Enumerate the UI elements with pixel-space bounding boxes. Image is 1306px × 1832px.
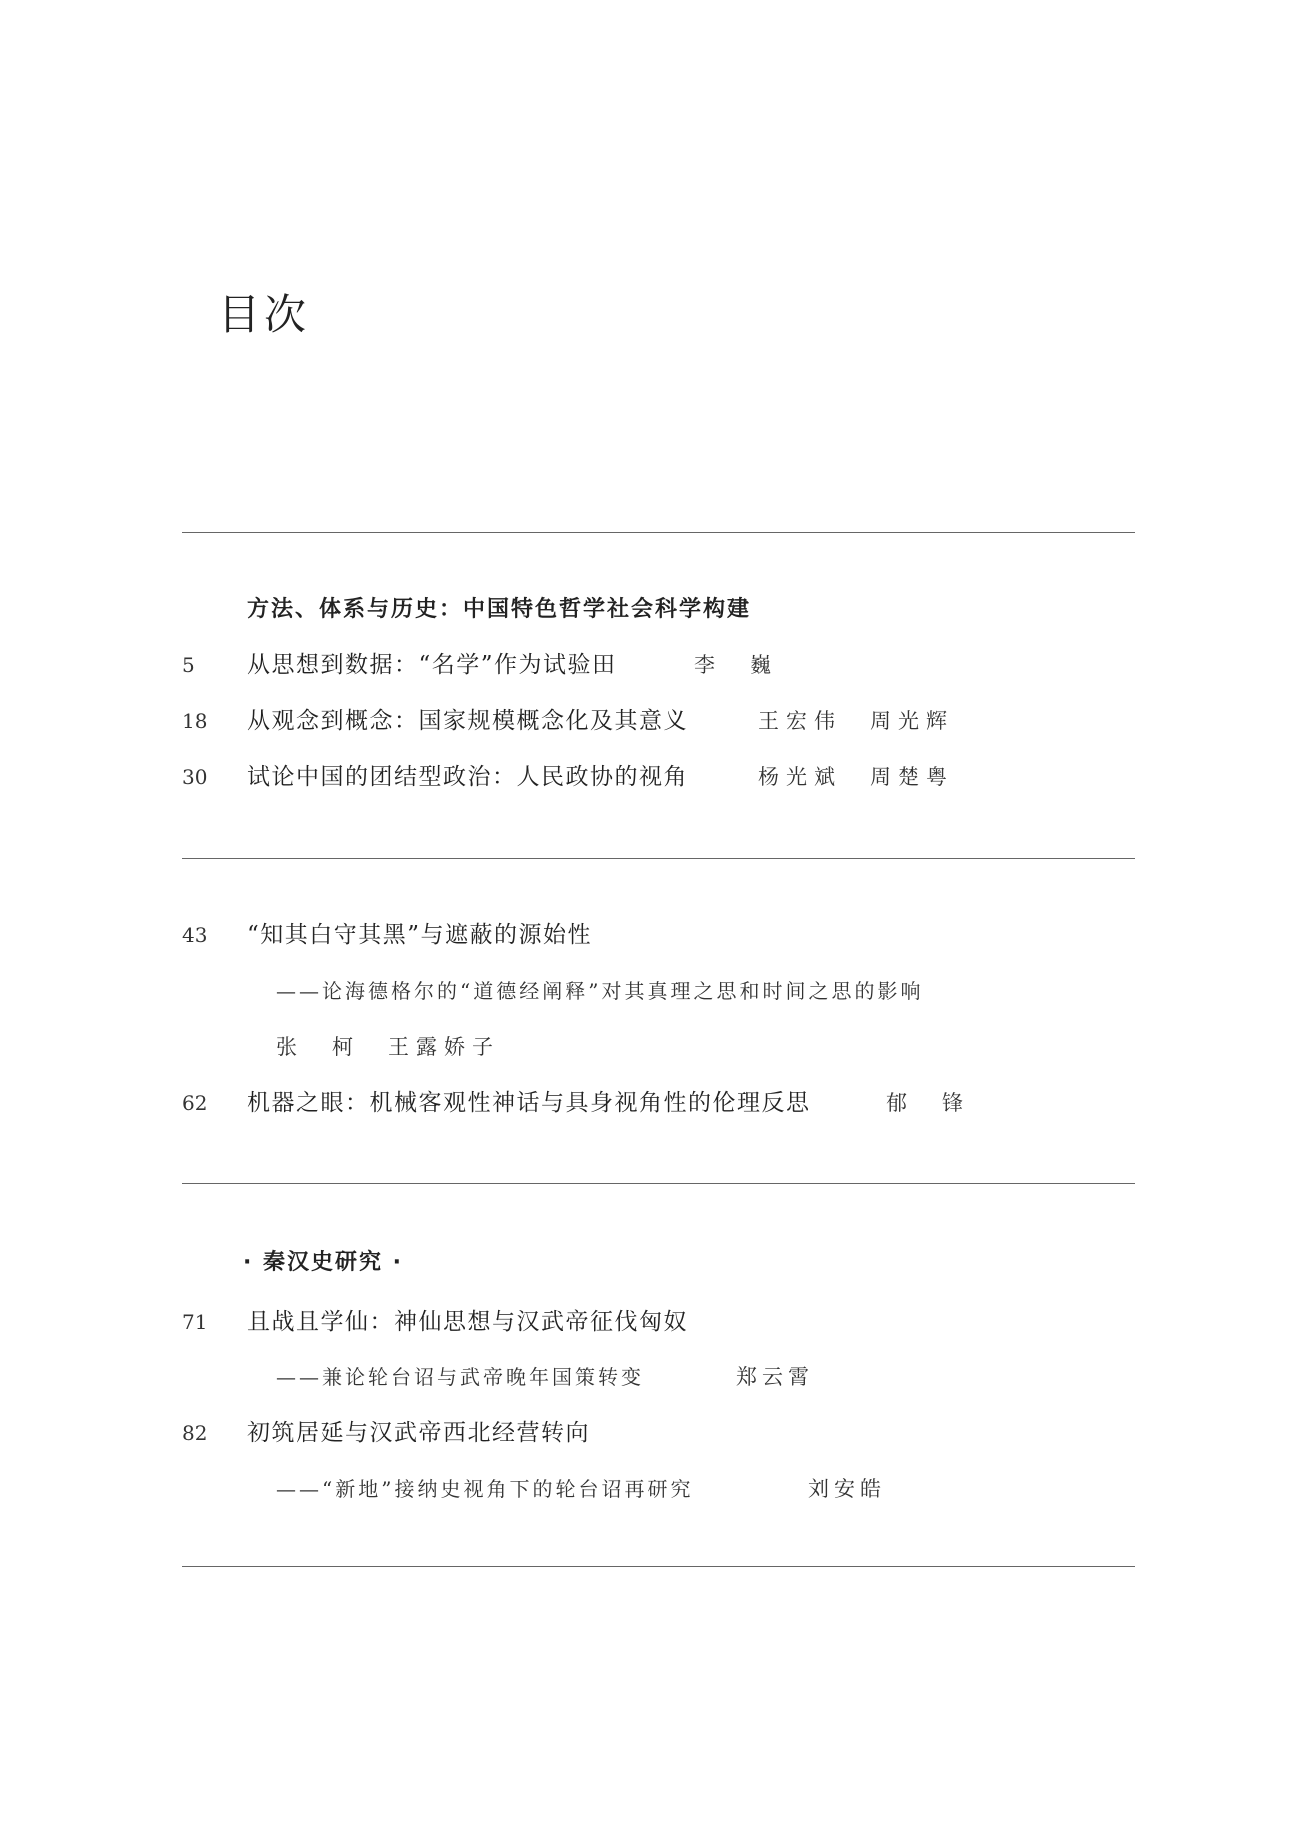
entry-title[interactable]: 初筑居延与汉武帝西北经营转向	[247, 1420, 590, 1446]
entry-title[interactable]: 从观念到概念：国家规模概念化及其意义	[247, 708, 688, 734]
section-divider	[182, 1566, 1135, 1567]
entry-page-number: 18	[182, 709, 208, 733]
entry-author: 郑云霄	[736, 1365, 814, 1389]
entry-page-number: 43	[182, 923, 208, 947]
entry-page-number: 30	[182, 765, 208, 789]
entry-author: 刘安皓	[808, 1477, 886, 1501]
page-title: 目次	[218, 290, 311, 339]
entry-title[interactable]: 从思想到数据：“名学”作为试验田	[247, 652, 617, 678]
entry-subtitle: ——“新地”接纳史视角下的轮台诏再研究	[276, 1477, 694, 1501]
entry-author: 王宏伟 周光辉	[758, 709, 954, 733]
entry-author: 郁 锋	[886, 1091, 970, 1115]
entry-author: 李 巍	[694, 653, 778, 677]
section-divider	[182, 858, 1135, 859]
entry-page-number: 71	[182, 1310, 208, 1334]
entry-page-number: 5	[182, 653, 195, 677]
entry-author: 张 柯 王露娇子	[276, 1035, 500, 1059]
entry-author: 杨光斌 周楚粤	[758, 765, 954, 789]
entry-title[interactable]: 且战且学仙：神仙思想与汉武帝征伐匈奴	[247, 1309, 688, 1335]
entry-title[interactable]: 机器之眼：机械客观性神话与具身视角性的伦理反思	[247, 1090, 811, 1116]
section-divider	[182, 1183, 1135, 1184]
entry-subtitle: ——论海德格尔的“道德经阐释”对其真理之思和时间之思的影响	[276, 979, 924, 1003]
entry-page-number: 62	[182, 1091, 208, 1115]
section-divider	[182, 532, 1135, 533]
section-heading: 方法、体系与历史：中国特色哲学社会科学构建	[247, 597, 752, 622]
entry-title[interactable]: 试论中国的团结型政治：人民政协的视角	[247, 764, 688, 790]
entry-page-number: 82	[182, 1421, 208, 1445]
section-heading: · 秦汉史研究 ·	[243, 1250, 404, 1275]
entry-subtitle: ——兼论轮台诏与武帝晚年国策转变	[276, 1365, 644, 1389]
entry-title[interactable]: “知其白守其黑”与遮蔽的源始性	[247, 922, 593, 948]
